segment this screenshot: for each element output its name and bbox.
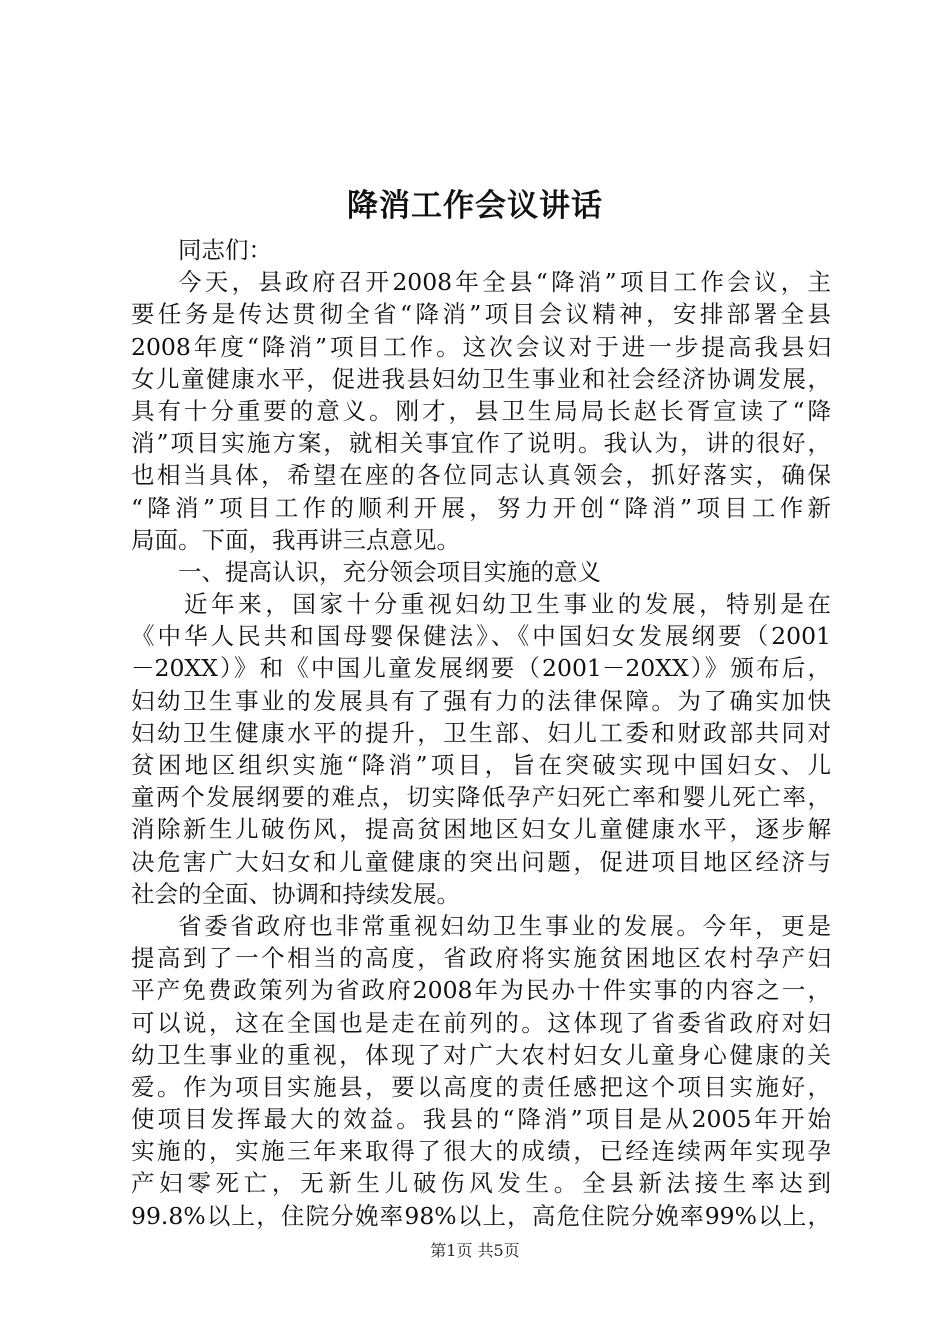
page-footer: 第1页 共5页 bbox=[430, 1241, 520, 1260]
paragraph-line: 实施的，实施三年来取得了很大的成绩，已经连续两年实现孕 bbox=[131, 1137, 831, 1166]
paragraph-line: 可以说，这在全国也是走在前列的。这体现了省委省政府对妇 bbox=[131, 1008, 831, 1037]
paragraph-line: 社会的全面、协调和持续发展。 bbox=[131, 879, 460, 908]
paragraph-line: 女儿童健康水平，促进我县妇幼卫生事业和社会经济协调发展， bbox=[131, 364, 831, 393]
paragraph-line: 也相当具体，希望在座的各位同志认真领会，抓好落实，确保 bbox=[131, 461, 831, 490]
paragraph-line: 爱。作为项目实施县，要以高度的责任感把这个项目实施好， bbox=[131, 1072, 831, 1101]
paragraph-line: 要任务是传达贯彻全省“降消”项目会议精神，安排部署全县 bbox=[131, 300, 831, 329]
paragraph-line: 决危害广大妇女和儿童健康的突出问题，促进项目地区经济与 bbox=[131, 847, 831, 876]
paragraph-line: 省委省政府也非常重视妇幼卫生事业的发展。今年，更是 bbox=[178, 911, 831, 940]
paragraph-line: “降消”项目工作的顺利开展，努力开创“降消”项目工作新 bbox=[131, 493, 831, 522]
document-body bbox=[131, 234, 831, 1232]
paragraph-line: 2008年度“降消”项目工作。这次会议对于进一步提高我县妇 bbox=[131, 332, 831, 361]
paragraph-line: 童两个发展纲要的难点，切实降低孕产妇死亡率和婴儿死亡率， bbox=[131, 783, 831, 812]
paragraph-line: 妇幼卫生事业的发展具有了强有力的法律保障。为了确实加快 bbox=[131, 686, 831, 715]
greeting: 同志们： bbox=[178, 236, 272, 264]
paragraph-line: 消”项目实施方案，就相关事宜作了说明。我认为，讲的很好， bbox=[131, 429, 831, 458]
paragraph-line: －20XX）》和《中国儿童发展纲要（2001－20XX）》颁布后， bbox=[131, 654, 831, 683]
paragraph-line: 平产免费政策列为省政府2008年为民办十件实事的内容之一， bbox=[131, 976, 831, 1005]
paragraph-line: 今天，县政府召开2008年全县“降消”项目工作会议，主 bbox=[178, 268, 831, 297]
section-heading: 一、提高认识，充分领会项目实施的意义 bbox=[178, 557, 601, 586]
paragraph-line: 局面。下面，我再讲三点意见。 bbox=[131, 525, 460, 554]
document-title: 降消工作会议讲话 bbox=[347, 188, 603, 224]
paragraph-line: 幼卫生事业的重视，体现了对广大农村妇女儿童身心健康的关 bbox=[131, 1040, 831, 1069]
paragraph-line: 使项目发挥最大的效益。我县的“降消”项目是从2005年开始 bbox=[131, 1105, 831, 1134]
paragraph-line: 99.8%以上，住院分娩率98%以上，高危住院分娩率99%以上， bbox=[131, 1201, 831, 1230]
paragraph-line: 妇幼卫生健康水平的提升，卫生部、妇儿工委和财政部共同对 bbox=[131, 718, 831, 747]
paragraph-line: 产妇零死亡，无新生儿破伤风发生。全县新法接生率达到 bbox=[131, 1169, 831, 1198]
paragraph-line: 具有十分重要的意义。刚才，县卫生局局长赵长胥宣读了“降 bbox=[131, 396, 831, 425]
paragraph-line: 消除新生儿破伤风，提高贫困地区妇女儿童健康水平，逐步解 bbox=[131, 815, 831, 844]
paragraph-line: 《中华人民共和国母婴保健法》、《中国妇女发展纲要（2001 bbox=[131, 622, 831, 651]
paragraph-line: 贫困地区组织实施“降消”项目，旨在突破实现中国妇女、儿 bbox=[131, 751, 831, 779]
paragraph-line: 提高到了一个相当的高度，省政府将实施贫困地区农村孕产妇 bbox=[131, 944, 831, 973]
paragraph-line: 近年来，国家十分重视妇幼卫生事业的发展，特别是在 bbox=[184, 590, 831, 619]
